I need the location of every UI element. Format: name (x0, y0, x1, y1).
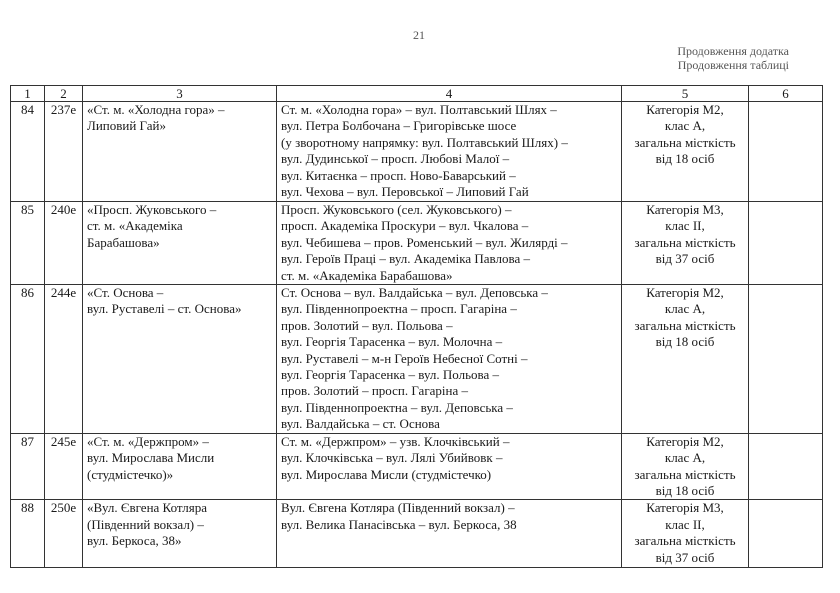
category-line: загальна місткість (634, 533, 736, 549)
route-path (277, 285, 622, 434)
category-line: клас А, (664, 301, 706, 317)
note-cell (749, 433, 823, 500)
category-line: Категорія М3, (646, 202, 724, 217)
route-path-line: (у зворотному напрямку: вул. Полтавський Шлях) – (281, 134, 568, 150)
category-line: Категорія М2, (646, 285, 724, 301)
route-number: 244е (45, 285, 83, 434)
table-row (11, 500, 823, 568)
route-name-line: «Ст. Основа – (87, 285, 164, 301)
header-row (11, 86, 823, 102)
vehicle-category (622, 102, 749, 202)
route-name-line: «Ст. м. «Держпром» – (87, 433, 209, 449)
route-number: 240е (45, 202, 83, 285)
route-path-line: Просп. Жуковського (сел. Жуковського) – (281, 202, 512, 217)
route-number: 237е (45, 102, 83, 202)
table-row (11, 202, 823, 285)
note-cell (749, 500, 823, 568)
category-line: від 37 осіб (655, 251, 715, 267)
continuation-appendix: Продовження додатка (677, 44, 789, 58)
row-number: 88 (11, 500, 45, 568)
route-name-line: «Просп. Жуковського – (87, 202, 217, 217)
route-path-line: вул. Велика Панасівська – вул. Беркоса, 38 (281, 516, 517, 532)
route-path-line: ст. м. «Академіка Барабашова» (281, 267, 453, 283)
route-name (83, 202, 277, 285)
category-line: від 18 осіб (655, 334, 715, 350)
route-path-line: Ст. м. «Холодна гора» – вул. Полтавський Шлях – (281, 102, 557, 117)
route-name (83, 500, 277, 568)
note-cell (749, 202, 823, 285)
route-number: 250е (45, 500, 83, 568)
category-line: загальна місткість (634, 134, 736, 150)
header-col-4: 4 (277, 86, 622, 102)
category-line: Категорія М3, (646, 500, 724, 516)
route-path-line: пров. Золотий – вул. Польова – (281, 317, 453, 333)
category-line: Категорія М2, (646, 433, 724, 449)
row-number: 87 (11, 433, 45, 500)
category-line: загальна місткість (634, 466, 736, 482)
category-line: клас ІІ, (665, 516, 705, 532)
route-path-line: вул. Китаєнка – просп. Ново-Баварський – (281, 167, 516, 183)
vehicle-category (622, 285, 749, 434)
vehicle-category (622, 500, 749, 568)
route-path (277, 102, 622, 202)
route-name-line: ст. м. «Академіка (87, 218, 183, 234)
route-name-line: вул. Руставелі – ст. Основа» (87, 301, 242, 317)
route-path-line: вул. Георгія Тарасенка – вул. Молочна – (281, 334, 503, 350)
category-line: від 18 осіб (655, 151, 715, 167)
row-number: 86 (11, 285, 45, 434)
route-name (83, 433, 277, 500)
category-line: клас А, (664, 118, 706, 134)
category-line: від 37 осіб (655, 549, 715, 565)
header-col-1: 1 (11, 86, 45, 102)
route-path-line: пров. Золотий – просп. Гагаріна – (281, 383, 469, 399)
route-name-line: (студмістечко)» (87, 466, 174, 482)
route-path-line: вул. Чебишева – пров. Роменський – вул. Жилярді – (281, 234, 568, 250)
route-path-line: Вул. Євгена Котляра (Південний вокзал) – (281, 500, 515, 516)
table-row (11, 102, 823, 202)
page-number: 21 (413, 28, 425, 42)
table-row (11, 433, 823, 500)
category-line: загальна місткість (634, 317, 736, 333)
route-path (277, 433, 622, 500)
route-name (83, 285, 277, 434)
row-number: 85 (11, 202, 45, 285)
route-path-line: вул. Георгія Тарасенка – вул. Польова – (281, 367, 500, 383)
header-col-5: 5 (622, 86, 749, 102)
route-path-line: вул. Дудинської – просп. Любові Малої – (281, 151, 510, 167)
vehicle-category (622, 433, 749, 500)
route-path-line: вул. Мирослава Мисли (студмістечко) (281, 466, 492, 482)
route-path-line: вул. Південнопроектна – просп. Гагаріна – (281, 301, 517, 317)
route-name-line: вул. Мирослава Мисли (87, 450, 215, 466)
table-row (11, 285, 823, 434)
route-name-line: «Вул. Євгена Котляра (87, 500, 207, 516)
route-name-line: Барабашова» (87, 234, 160, 250)
route-path-line: Ст. Основа – вул. Валдайська – вул. Деповська – (281, 285, 548, 301)
route-name-line: вул. Беркоса, 38» (87, 533, 182, 549)
header-col-2: 2 (45, 86, 83, 102)
route-name (83, 102, 277, 202)
category-line: клас А, (664, 450, 706, 466)
route-path (277, 500, 622, 568)
continuation-note (677, 44, 789, 72)
note-cell (749, 285, 823, 434)
category-line: від 18 осіб (655, 482, 715, 498)
route-path-line: Ст. м. «Держпром» – узв. Клочківський – (281, 433, 510, 449)
route-number: 245е (45, 433, 83, 500)
route-path (277, 202, 622, 285)
route-path-line: вул. Петра Болбочана – Григорівське шосе (281, 118, 517, 134)
route-path-line: вул. Чехова – вул. Перовської – Липовий Гай (281, 184, 529, 200)
header-col-3: 3 (83, 86, 277, 102)
route-path-line: просп. Академіка Проскури – вул. Чкалова – (281, 218, 529, 234)
routes-table (10, 85, 823, 568)
header-col-6: 6 (749, 86, 823, 102)
category-line: Категорія М2, (646, 102, 724, 117)
category-line: клас ІІ, (665, 218, 705, 234)
route-path-line: вул. Руставелі – м-н Героїв Небесної Сотні – (281, 350, 528, 366)
route-path-line: вул. Героїв Праці – вул. Академіка Павлова – (281, 251, 530, 267)
vehicle-category (622, 202, 749, 285)
route-name-line: (Південний вокзал) – (87, 516, 204, 532)
route-path-line: вул. Клочківська – вул. Лялі Убийвовк – (281, 450, 503, 466)
category-line: загальна місткість (634, 234, 736, 250)
route-name-line: «Ст. м. «Холодна гора» – (87, 102, 225, 117)
route-path-line: вул. Валдайська – ст. Основа (281, 416, 440, 432)
route-name-line: Липовий Гай» (87, 118, 166, 134)
note-cell (749, 102, 823, 202)
route-path-line: вул. Південнопроектна – вул. Деповська – (281, 399, 513, 415)
row-number: 84 (11, 102, 45, 202)
continuation-table: Продовження таблиці (677, 58, 789, 72)
